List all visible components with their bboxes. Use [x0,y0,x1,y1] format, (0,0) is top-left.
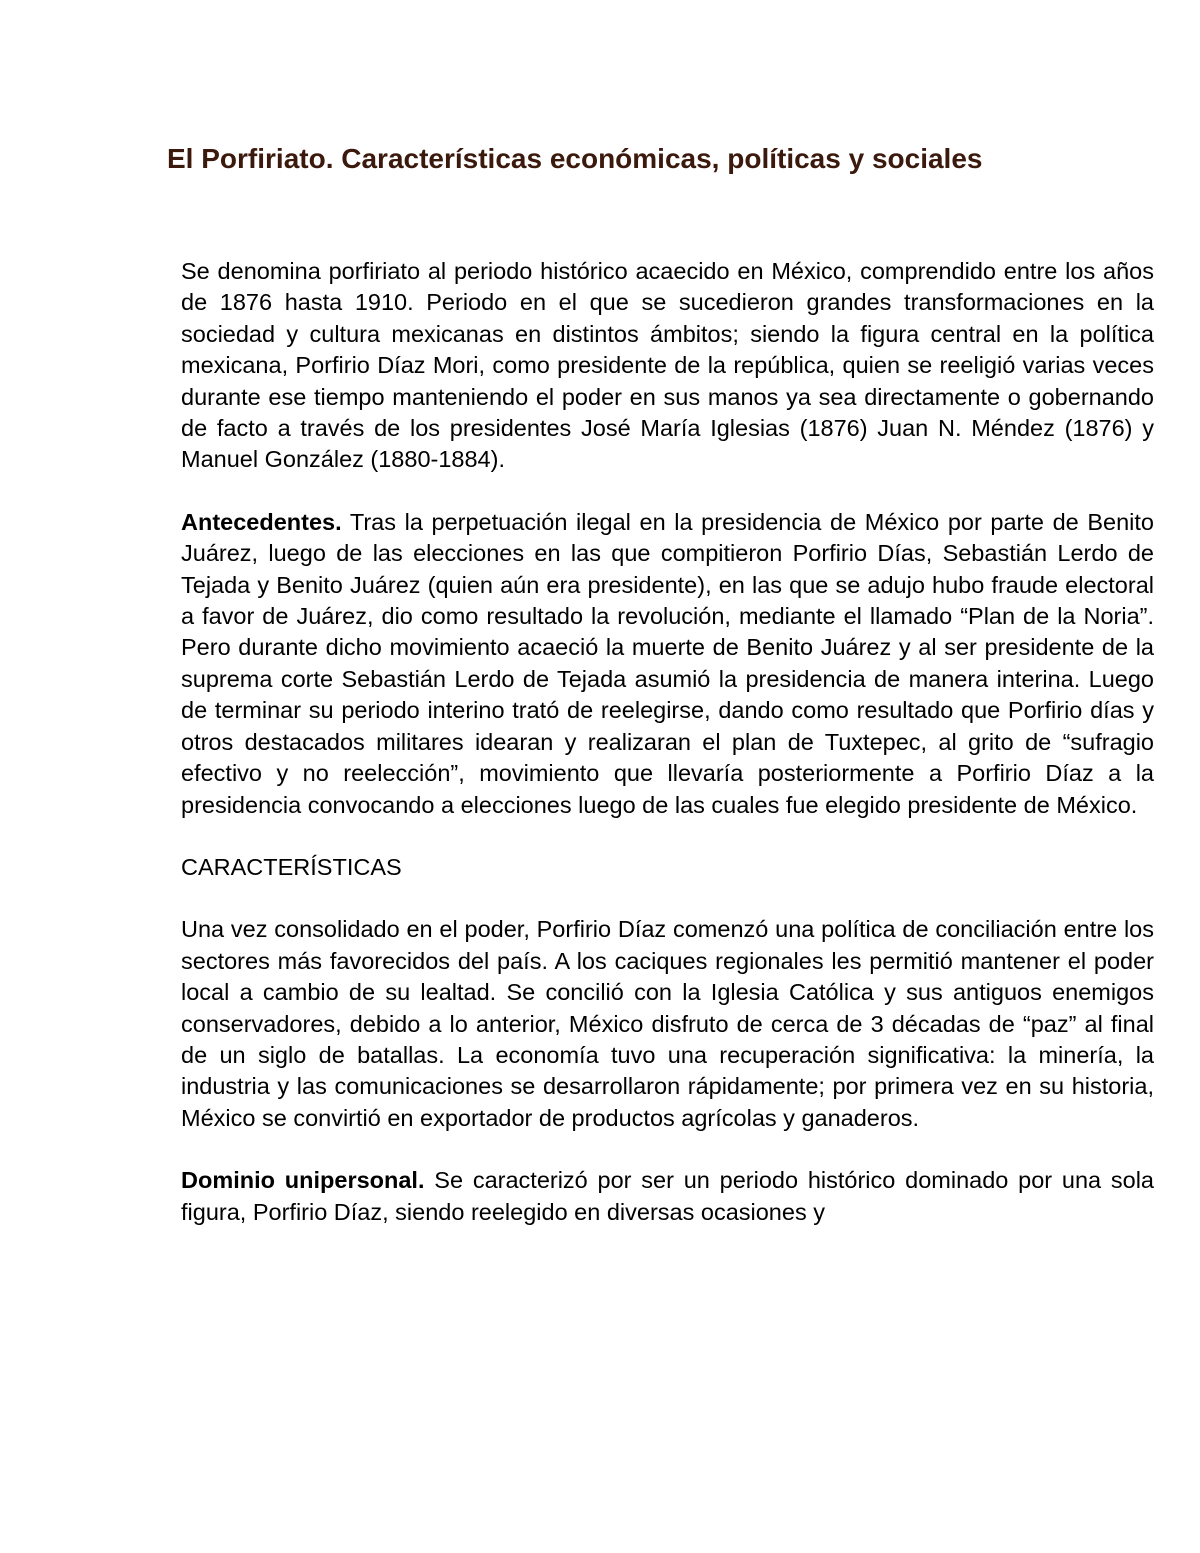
antecedentes-label: Antecedentes. [181,508,342,535]
dominio-text: Se caracterizó por ser un periodo histórico dominado por una sola figura, Porfirio Díaz, siendo reelegido en diversas ocasiones y [181,1167,1155,1225]
antecedentes-text: Tras la perpetuación ilegal en la presidencia de México por parte de Benito Juárez, luego de las elecciones en las que compitieron Porfirio Días, Sebastián Lerdo de Tejada y Benito Juárez (quien aún era presidente), en las que se adujo hubo fraude electoral a favor de Juárez, dio como resultado la revolución, mediante el llamado “Plan de la Noria”. Pero durante dicho movimiento acaeció la muerte de Benito Juárez y al ser presidente de la suprema corte Sebastián Lerdo de Tejada asumió la presidencia de manera interina. Luego de terminar su periodo interino trató de reelegirse, dando como resultado que Porfirio días y otros destacados militares idearan y realizaran el plan de Tuxtepec, al grito de “sufragio efectivo y no reelección”, movimiento que llevaría posteriormente a Porfirio Díaz a la presidencia convocando a elecciones luego de las cuales fue elegido presidente de México. [181,508,1154,818]
antecedentes-paragraph [181,507,1154,821]
intro-paragraph: Se denomina porfiriato al periodo histórico acaecido en México, comprendido entre los años de 1876 hasta 1910. Periodo en el que se sucedieron grandes transformaciones en la sociedad y cultura mexicanas en distintos ámbitos; siendo la figura central en la política mexicana, Porfirio Díaz Mori, como presidente de la república, quien se reeligió varias veces durante ese tiempo manteniendo el poder en sus manos ya sea directamente o gobernando de facto a través de los presidentes José María Iglesias (1876) Juan N. Méndez (1876) y Manuel González (1880-1884). [181,258,1154,473]
dominio-paragraph [181,1165,1154,1228]
document-title: El Porfiriato. Características económicas, políticas y sociales [167,143,983,174]
document-body [181,256,1154,1228]
dominio-label: Dominio unipersonal. [181,1167,425,1194]
caracteristicas-paragraph: Una vez consolidado en el poder, Porfirio Díaz comenzó una política de conciliación entre los sectores más favorecidos del país. A los caciques regionales les permitió mantener el poder local a cambio de su lealtad. Se concilió con la Iglesia Católica y sus antiguos enemigos conservadores, debido a lo anterior, México disfruto de cerca de 3 décadas de “paz” al final de un siglo de batallas. La economía tuvo una recuperación significativa: la minería, la industria y las comunicaciones se desarrollaron rápidamente; por primera vez en su historia, México se convirtió en exportador de productos agrícolas y ganaderos. [181,916,1154,1131]
caracteristicas-heading: CARACTERÍSTICAS [181,853,402,880]
